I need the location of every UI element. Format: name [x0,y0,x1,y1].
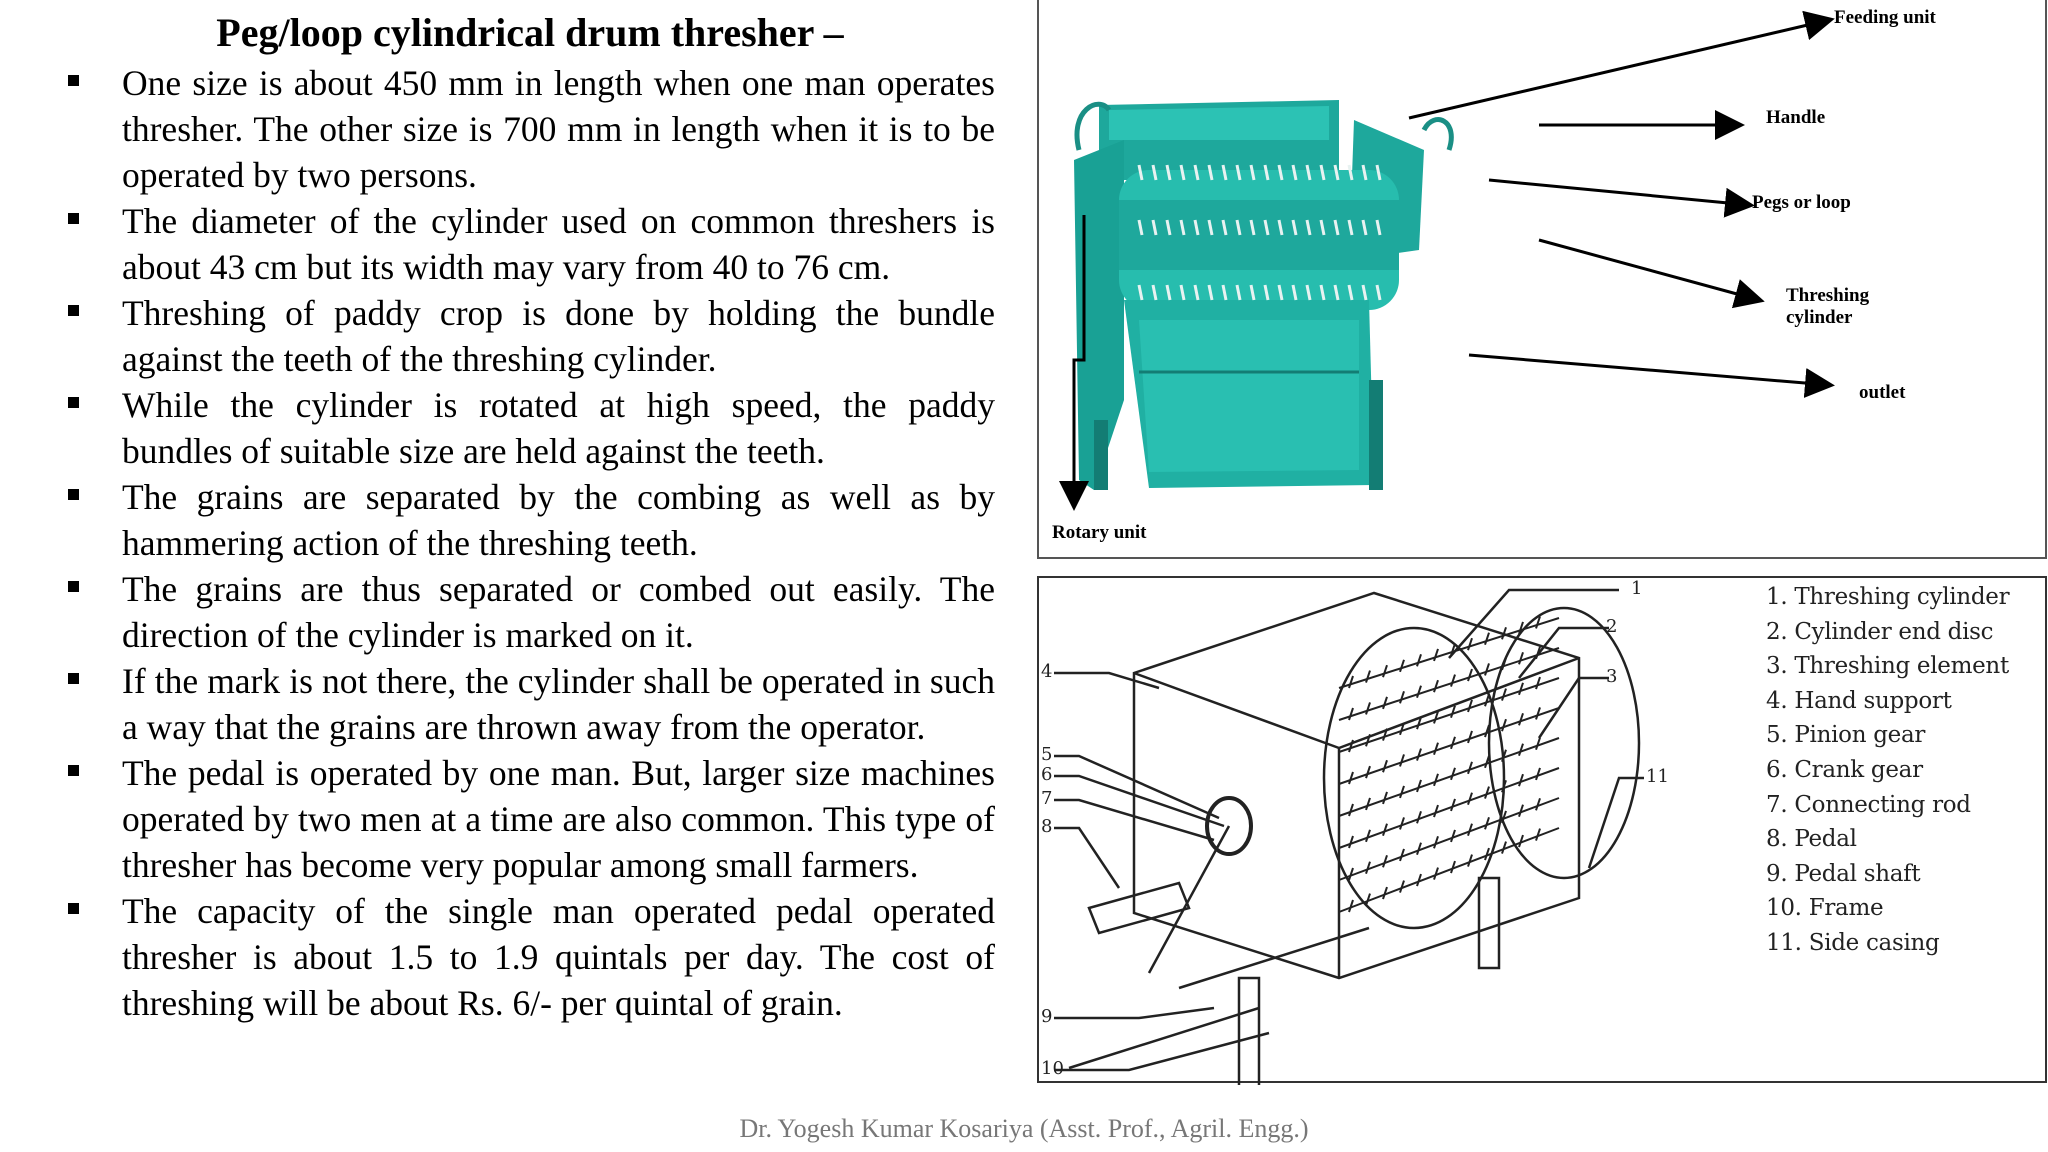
bullet-text: The capacity of the single man operated pedal operated thresher is about 1.5 to 1.9 quintals per day. The cost of threshing will be about Rs. 6/- per quintal of grain. [122,891,995,1023]
label-feeding-unit: Feeding unit [1834,7,1936,28]
label-threshing-cylinder-line1: Threshing [1786,285,1870,306]
bullet-square-icon [68,489,79,500]
parts-legend [1766,580,2046,961]
callout-10: 10 [1041,1058,1064,1079]
slide-title: Peg/loop cylindrical drum thresher – [216,10,844,55]
parts-legend-item: 10. Frame [1766,895,1884,922]
parts-legend-item: 5. Pinion gear [1766,722,1926,749]
bullet-text: The grains are separated by the combing as well as by hammering action of the threshing teeth. [122,477,995,563]
label-handle: Handle [1766,107,1826,128]
bullet-item [62,888,995,1026]
thresher-photo [1039,0,2048,561]
label-threshing-cylinder-line2: cylinder [1786,307,1853,328]
label-pegs-or-loop: Pegs or loop [1752,192,1851,213]
callout-11: 11 [1646,766,1669,787]
slide-footer: Dr. Yogesh Kumar Kosariya (Asst. Prof., Agril. Engg.) [739,1114,1309,1143]
callout-9: 9 [1041,1006,1053,1027]
bullet-text: The diameter of the cylinder used on common threshers is about 43 cm but its width may vary from 40 to 76 cm. [122,201,995,287]
callout-6: 6 [1041,764,1053,785]
callout-1: 1 [1631,578,1643,599]
thresher-machine-image [1074,100,1451,490]
callout-5: 5 [1041,744,1053,765]
bullet-square-icon [68,581,79,592]
parts-legend-item: 7. Connecting rod [1766,791,1971,818]
parts-legend-item: 9. Pedal shaft [1766,860,1921,887]
callout-7: 7 [1041,788,1053,809]
bullet-text: If the mark is not there, the cylinder shall be operated in such a way that the grains are thrown away from the operator. [122,661,995,747]
callout-3: 3 [1606,666,1618,687]
bullet-item [62,198,995,290]
parts-legend-item: 2. Cylinder end disc [1766,618,1994,645]
parts-legend-item: 11. Side casing [1766,929,1940,956]
bullet-text: One size is about 450 mm in length when one man operates thresher. The other size is 700 mm in length when it is to be operated by two persons. [122,63,995,195]
bullet-square-icon [68,397,79,408]
bullet-item [62,290,995,382]
parts-legend-item: 3. Threshing element [1766,653,2009,680]
bullet-item [62,658,995,750]
bullet-text: The grains are thus separated or combed out easily. The direction of the cylinder is marked on it. [122,569,995,655]
bullet-square-icon [68,765,79,776]
bullet-square-icon [68,305,79,316]
bullet-text: Threshing of paddy crop is done by holding the bundle against the teeth of the threshing cylinder. [122,293,995,379]
bullet-list [62,60,995,1026]
bullet-square-icon [68,673,79,684]
bullet-text: While the cylinder is rotated at high speed, the paddy bundles of suitable size are held against the teeth. [122,385,995,471]
bullet-text: The pedal is operated by one man. But, larger size machines operated by two men at a time are also common. This type of thresher has become very popular among small farmers. [122,753,995,885]
label-outlet: outlet [1859,382,1906,403]
bullet-square-icon [68,213,79,224]
label-rotary-unit: Rotary unit [1052,522,1147,543]
callout-8: 8 [1041,816,1053,837]
bullet-square-icon [68,75,79,86]
bullet-item [62,566,995,658]
parts-legend-item: 1. Threshing cylinder [1766,584,2010,610]
bullet-item [62,60,995,198]
thresher-photo-panel [1037,0,2047,559]
bullet-item [62,474,995,566]
bullet-item [62,750,995,888]
bullet-square-icon [68,903,79,914]
callout-2: 2 [1606,616,1618,637]
bullet-item [62,382,995,474]
parts-legend-item: 6. Crank gear [1766,756,1923,783]
callout-4: 4 [1041,661,1053,682]
parts-legend-item: 8. Pedal [1766,826,1857,853]
parts-legend-item: 4. Hand support [1766,687,1952,714]
label-threshing-cylinder [1786,285,1869,329]
